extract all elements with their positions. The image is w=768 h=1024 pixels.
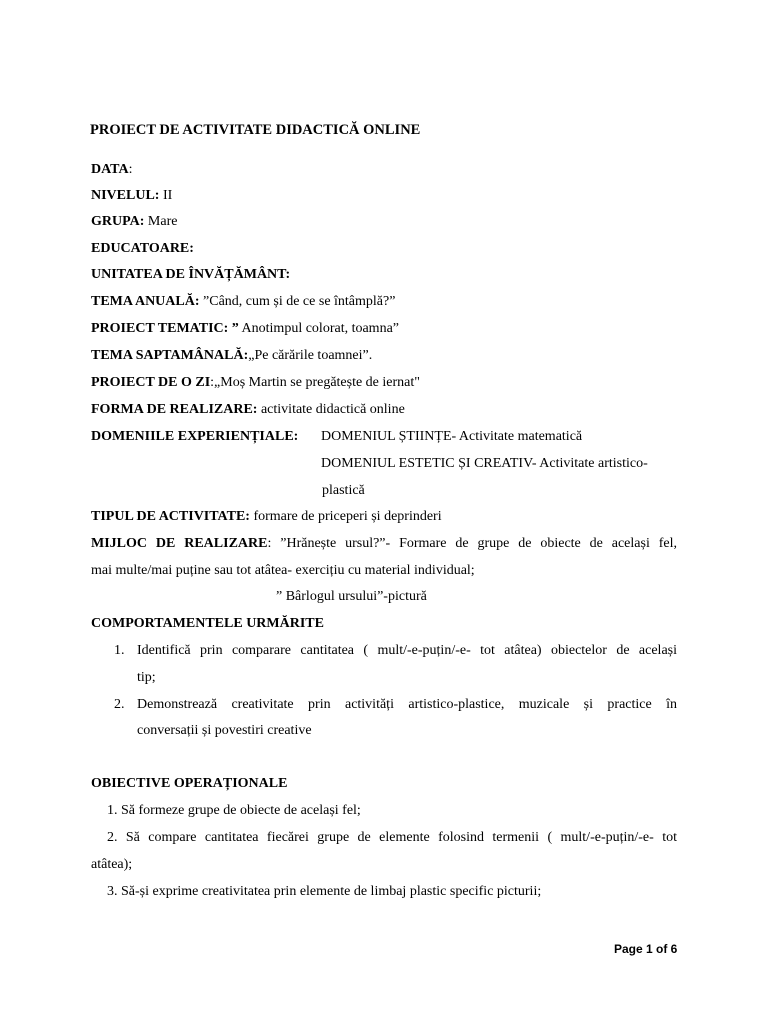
list-item: 2. Să compare cantitatea fiecărei grupe de elemente folosind termenii ( mult/-e-puțin/-e- tot [107,830,677,845]
field-label: TEMA ANUALĂ: [91,294,200,309]
field-unitatea [91,266,290,284]
field-label: UNITATEA DE ÎNVĂȚĂMÂNT: [91,267,291,282]
section-heading: COMPORTAMENTELE URMĂRITE [91,616,324,631]
field-forma [91,401,405,419]
list-item: Demonstrează creativitate prin activități artistico-plastice, muzicale și practice în [137,697,677,712]
field-value: activitate didactică online [257,402,405,417]
field-value: ”Când, cum și de ce se întâmplă?” [199,294,396,309]
field-data [91,161,132,179]
mijloc-line: ” Bârlogul ursului”-pictură [276,589,427,604]
field-domeniile-label: DOMENIILE EXPERIENȚIALE: [91,429,299,444]
list-item: 3. Să-și exprime creativitatea prin elemente de limbaj plastic specific picturii; [107,884,542,899]
mijloc-line: mai multe/mai puține sau tot atâtea- exercițiu cu material individual; [91,563,475,578]
list-number: 1. [114,643,125,658]
field-value: „Pe cărările toamnei”. [248,348,373,363]
field-mijloc [91,535,677,553]
field-value: formare de priceperi și deprinderi [249,509,442,524]
field-value: : ”Hrănește ursul?”- Formare de grupe de obiecte de același fel, [267,536,677,551]
field-value: Anotimpul colorat, toamna” [238,321,399,336]
field-value: Mare [144,214,178,229]
field-grupa [91,213,177,231]
domeniu-line: plastică [322,483,365,498]
field-label: PROIECT DE O ZI [91,375,211,390]
list-item: Identifică prin comparare cantitatea ( mult/-e-puțin/-e- tot atâtea) obiectelor de același [137,643,677,658]
field-tema-anuala [91,293,395,311]
domeniu-line: DOMENIUL ȘTIINȚE- Activitate matematică [321,429,583,444]
list-item-cont: conversații și povestiri creative [137,723,312,738]
field-proiect-tematic [91,320,399,338]
field-label: GRUPA: [91,214,145,229]
list-number: 2. [114,697,125,712]
field-label: TEMA SAPTAMÂNALĂ: [91,348,249,363]
page-number: Page 1 of 6 [614,942,678,956]
list-item-cont: tip; [137,670,156,685]
field-nivelul [91,187,172,205]
field-value: : [128,162,133,177]
list-item: 1. Să formeze grupe de obiecte de același fel; [107,803,361,818]
field-value: :„Moș Martin se pregătește de iernat" [210,375,420,390]
field-label: TIPUL DE ACTIVITATE: [91,509,250,524]
field-tema-saptamanala [91,347,372,365]
field-educatoare [91,240,194,258]
field-label: NIVELUL: [91,188,160,203]
field-label: EDUCATOARE: [91,241,194,256]
field-proiect-zi [91,374,420,392]
field-label: MIJLOC DE REALIZARE [91,536,268,551]
list-item-cont: atâtea); [91,857,133,872]
section-heading: OBIECTIVE OPERAȚIONALE [91,776,288,791]
field-tipul [91,508,442,526]
field-label: PROIECT TEMATIC: ” [91,321,239,336]
field-label: FORMA DE REALIZARE: [91,402,258,417]
domeniu-line: DOMENIUL ESTETIC ȘI CREATIV- Activitate artistico- [321,456,648,471]
field-value: II [159,188,173,203]
document-title: PROIECT DE ACTIVITATE DIDACTICĂ ONLINE [90,122,421,138]
field-label: DATA [91,162,129,177]
